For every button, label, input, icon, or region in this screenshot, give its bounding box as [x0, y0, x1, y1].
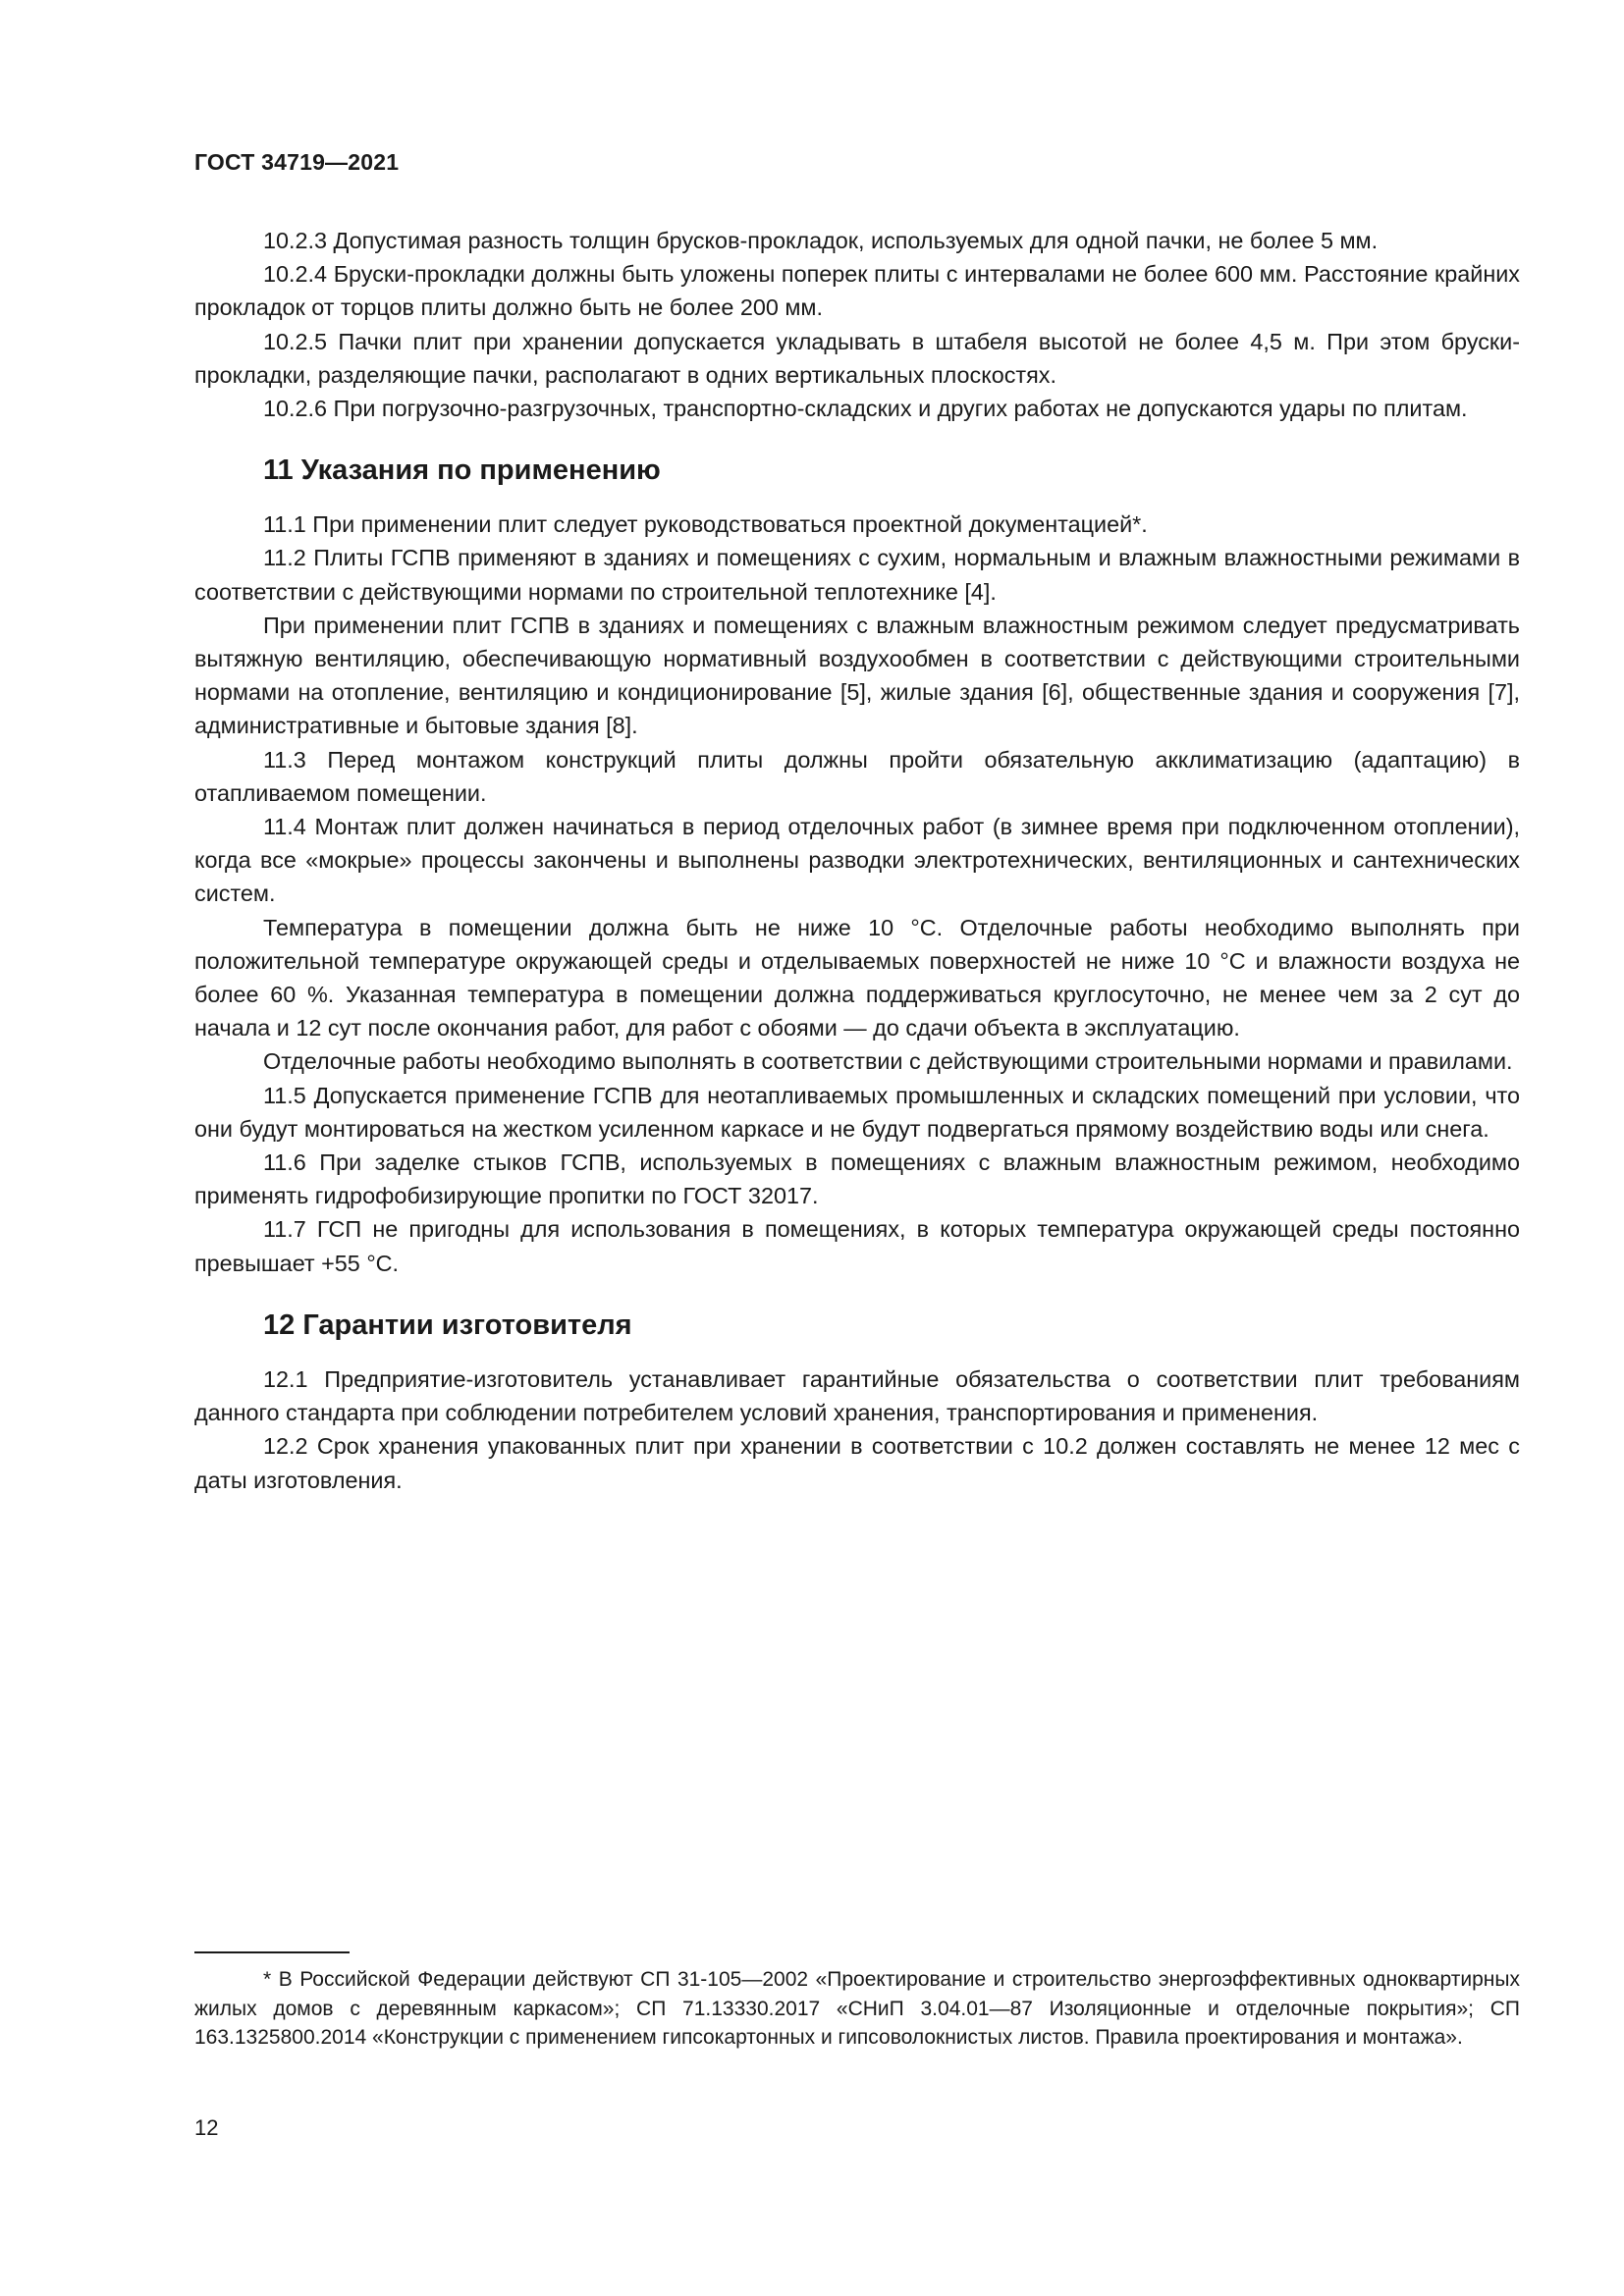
paragraph-12-2: 12.2 Срок хранения упакованных плит при хранении в соответствии с 10.2 должен составлять не менее 12 мес с даты изготовления.: [194, 1433, 1520, 1493]
paragraph-10-2-6: 10.2.6 При погрузочно-разгрузочных, транспортно-складских и других работах не допускаются удары по плитам.: [263, 396, 1468, 422]
document-page: [194, 0, 1520, 2296]
document-body: [194, 224, 1520, 1497]
paragraph-10-2-5: 10.2.5 Пачки плит при хранении допускается укладывать в штабеля высотой не более 4,5 м. При этом бруски-прокладки, разделяющие пачки, располагают в одних вертикальных плоскостях.: [194, 328, 1520, 388]
footnote: * В Российской Федерации действуют СП 31-105—2002 «Проектирование и строительство энергоэффективных одноквартирных жилых домов с деревянным каркасом»; СП 71.13330.2017 «СНиП 3.04.01—87 Изоляционные и отделочные покрытия»; СП 163.1325800.2014 «Конструкции с применением гипсокартонных и гипсоволокнистых листов. Правила проектирования и монтажа».: [194, 1968, 1520, 2050]
paragraph-10-2-4: 10.2.4 Бруски-прокладки должны быть уложены поперек плиты с интервалами не более 600 мм. Расстояние крайних прокладок от торцов плиты должно быть не более 200 мм.: [194, 261, 1520, 321]
document-header: ГОСТ 34719—2021: [194, 149, 400, 175]
paragraph-11-2: 11.2 Плиты ГСПВ применяют в зданиях и помещениях с сухим, нормальным и влажным влажностными режимами в соответствии с действующими нормами по строительной теплотехнике [4].: [194, 545, 1520, 605]
paragraph-11-5: 11.5 Допускается применение ГСПВ для неотапливаемых промышленных и складских помещений при условии, что они будут монтироваться на жестком усиленном каркасе и не будут подвергаться прямому воздействию воды или снега.: [194, 1082, 1520, 1142]
section-11-heading: 11 Указания по применению: [263, 454, 661, 487]
paragraph-11-4-finishing: Отделочные работы необходимо выполнять в соответствии с действующими строительными нормами и правилами.: [263, 1048, 1513, 1075]
paragraph-11-6: 11.6 При заделке стыков ГСПВ, используемых в помещениях с влажным влажностным режимом, необходимо применять гидрофобизирующие пропитки по ГОСТ 32017.: [194, 1149, 1520, 1209]
paragraph-11-4: 11.4 Монтаж плит должен начинаться в период отделочных работ (в зимнее время при подключенном отоплении), когда все «мокрые» процессы закончены и выполнены разводки электротехнических, вентиляционных и сантехнических систем.: [194, 814, 1520, 907]
section-12-heading: 12 Гарантии изготовителя: [263, 1308, 632, 1341]
paragraph-11-3: 11.3 Перед монтажом конструкций плиты должны пройти обязательную акклиматизацию (адаптацию) в отапливаемом помещении.: [194, 746, 1520, 806]
paragraph-11-1: 11.1 При применении плит следует руководствоваться проектной документацией*.: [263, 511, 1148, 538]
footnote-divider: [194, 1951, 350, 1953]
paragraph-12-1: 12.1 Предприятие-изготовитель устанавливает гарантийные обязательства о соответствии плит требованиям данного стандарта при соблюдении потребителем условий хранения, транспортирования и применения.: [194, 1365, 1520, 1426]
paragraph-11-4-temperature: Температура в помещении должна быть не ниже 10 °С. Отделочные работы необходимо выполнять при положительной температуре окружающей среды и отделываемых поверхностей не ниже 10 °С и влажности воздуха не более 60 %. Указанная температура в помещении должна поддерживаться круглосуточно, не менее чем за 2 сут до начала и 12 сут после окончания работ, для работ с обоями — до сдачи объекта в эксплуатацию.: [194, 914, 1520, 1041]
page-number: 12: [194, 2115, 219, 2140]
paragraph-10-2-3: 10.2.3 Допустимая разность толщин брусков-прокладок, используемых для одной пачки, не более 5 мм.: [263, 228, 1379, 253]
paragraph-11-7: 11.7 ГСП не пригодны для использования в помещениях, в которых температура окружающей среды постоянно превышает +55 °С.: [194, 1216, 1520, 1276]
paragraph-11-2-ventilation: При применении плит ГСПВ в зданиях и помещениях с влажным влажностным режимом следует предусматривать вытяжную вентиляцию, обеспечивающую нормативный воздухообмен в соответствии с действующими строительными нормами на отопление, вентиляцию и кондиционирование [5], жилые здания [6], общественные здания и сооружения [7], административные и бытовые здания [8].: [194, 612, 1520, 739]
